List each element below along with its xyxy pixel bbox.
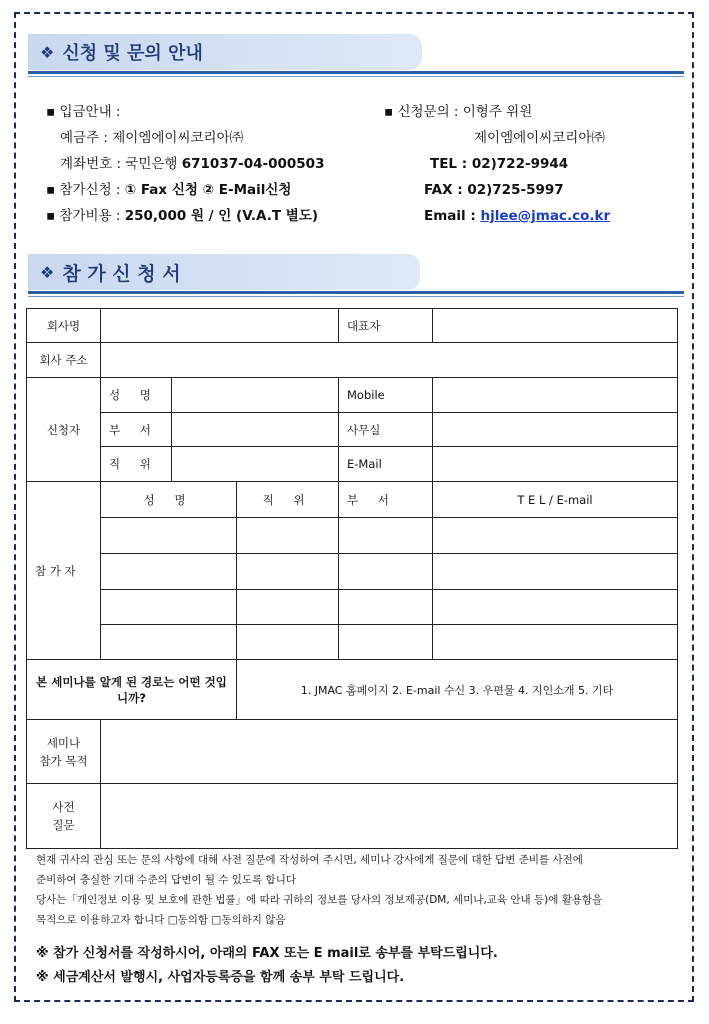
payment-info: ▪ 입금안내 : 예금주 : 제이엠에이씨코리아㈜ 계좌번호 : 국민은행 671037-04-000503 ▪ 참가신청 : ① Fax 신청 ② E-Mail신청 ▪ 참가비용 : 250,000 원 / 인 (V.A.T 별도)	[46, 99, 324, 229]
account-number: 계좌번호 : 국민은행 671037-04-000503	[60, 156, 325, 172]
submit-notices	[36, 942, 498, 990]
ceo-label: 대표자	[339, 309, 433, 343]
participant-contact-field[interactable]	[433, 590, 678, 625]
privacy-line: 당사는「개인정보 이용 및 보호에 관한 법률」에 따라 귀하의 정보를 당사의 정보제공(DM, 세미나,교육 안내 등)에 활용함을	[36, 894, 603, 906]
section-title: 신청 및 문의 안내	[62, 43, 203, 64]
consent-line[interactable]: 목적으로 이용하고자 합니다 □동의함 □동의하지 않음	[36, 914, 286, 926]
participant-position-field[interactable]	[237, 518, 339, 554]
section-header-info	[28, 34, 422, 70]
divider	[28, 291, 684, 294]
deposit-label: 입금안내 :	[59, 104, 121, 120]
participant-name-field[interactable]	[101, 518, 237, 554]
address-field[interactable]	[101, 343, 678, 378]
participant-contact-field[interactable]	[433, 518, 678, 554]
contact-company: 제이엠에이씨코리아㈜	[474, 130, 605, 146]
route-options[interactable]: 1. JMAC 홈페이지 2. E-mail 수신 3. 우편물 4. 지인소개 5. 기타	[237, 660, 678, 720]
divider	[28, 71, 684, 74]
applicant-dept-field[interactable]	[172, 413, 339, 447]
application-form	[26, 308, 678, 849]
divider	[28, 76, 684, 77]
contact-email: Email : hjlee@jmac.co.kr	[424, 208, 611, 224]
purpose-label: 세미나 참가 목적	[27, 720, 101, 784]
note-line: 현재 귀사의 관심 또는 문의 사항에 대해 사전 질문에 작성하여 주시면, 세미나 강사에게 질문에 대한 답변 준비를 사전에	[36, 854, 583, 866]
applicant-label: 신청자	[27, 378, 101, 482]
applicant-dept-label: 부 서	[101, 413, 172, 447]
contact-fax: FAX : 02)725-5997	[424, 182, 564, 198]
participant-position-field[interactable]	[237, 590, 339, 625]
email-field[interactable]	[433, 447, 678, 482]
participant-contact-header: T E L / E-mail	[433, 482, 678, 518]
participant-position-field[interactable]	[237, 625, 339, 660]
office-field[interactable]	[433, 413, 678, 447]
purpose-field[interactable]	[101, 720, 678, 784]
email-label: E-Mail	[339, 447, 433, 482]
office-label: 사무실	[339, 413, 433, 447]
applicant-name-label: 성 명	[101, 378, 172, 413]
applicant-position-field[interactable]	[172, 447, 339, 482]
question-label: 사전 질문	[27, 784, 101, 849]
question-field[interactable]	[101, 784, 678, 849]
divider	[28, 296, 684, 297]
participant-name-field[interactable]	[101, 590, 237, 625]
mobile-field[interactable]	[433, 378, 678, 413]
company-field[interactable]	[101, 309, 339, 343]
footer-notes	[36, 850, 602, 930]
participant-name-field[interactable]	[101, 554, 237, 590]
participant-position-field[interactable]	[237, 554, 339, 590]
section-header-form	[28, 254, 420, 290]
notice-fax-email: ※ 참가 신청서를 작성하시어, 아래의 FAX 또는 E mail로 송부를 부탁드립니다.	[36, 946, 498, 961]
mobile-label: Mobile	[339, 378, 433, 413]
ceo-field[interactable]	[433, 309, 678, 343]
participant-dept-header: 부 서	[339, 482, 433, 518]
company-label: 회사명	[27, 309, 101, 343]
section-title: 참 가 신 청 서	[62, 262, 181, 285]
applicant-position-label: 직 위	[101, 447, 172, 482]
participant-name-field[interactable]	[101, 625, 237, 660]
account-holder: 예금주 : 제이엠에이씨코리아㈜	[60, 130, 244, 146]
participant-dept-field[interactable]	[339, 554, 433, 590]
contact-info: ▪ 신청문의 : 이형주 위원 제이엠에이씨코리아㈜ TEL : 02)722-9944 FAX : 02)725-5997 Email : hjlee@jmac.co.kr	[384, 99, 610, 229]
address-label: 회사 주소	[27, 343, 101, 378]
contact-label: 신청문의 : 이형주 위원	[397, 104, 533, 120]
fee: ▪ 참가비용 : 250,000 원 / 인 (V.A.T 별도)	[46, 208, 319, 224]
contact-tel: TEL : 02)722-9944	[430, 156, 569, 172]
notice-tax: ※ 세금계산서 발행시, 사업자등록증을 함께 송부 부탁 드립니다.	[36, 970, 405, 985]
participant-position-header: 직 위	[237, 482, 339, 518]
diamond-icon: ❖	[40, 262, 55, 282]
participant-dept-field[interactable]	[339, 518, 433, 554]
email-link[interactable]: hjlee@jmac.co.kr	[480, 208, 611, 224]
participants-label: 참 가 자	[27, 482, 101, 660]
participant-dept-field[interactable]	[339, 625, 433, 660]
note-line: 준비하여 충실한 기대 수준의 답변이 될 수 있도록 합니다	[36, 874, 296, 886]
participant-dept-field[interactable]	[339, 590, 433, 625]
apply-method: ▪ 참가신청 : ① Fax 신청 ② E-Mail신청	[46, 182, 292, 198]
participant-contact-field[interactable]	[433, 625, 678, 660]
participant-name-header: 성 명	[101, 482, 237, 518]
applicant-name-field[interactable]	[172, 378, 339, 413]
diamond-icon: ❖	[40, 42, 55, 62]
participant-contact-field[interactable]	[433, 554, 678, 590]
route-question: 본 세미나를 알게 된 경로는 어떤 것입니까?	[27, 660, 237, 720]
